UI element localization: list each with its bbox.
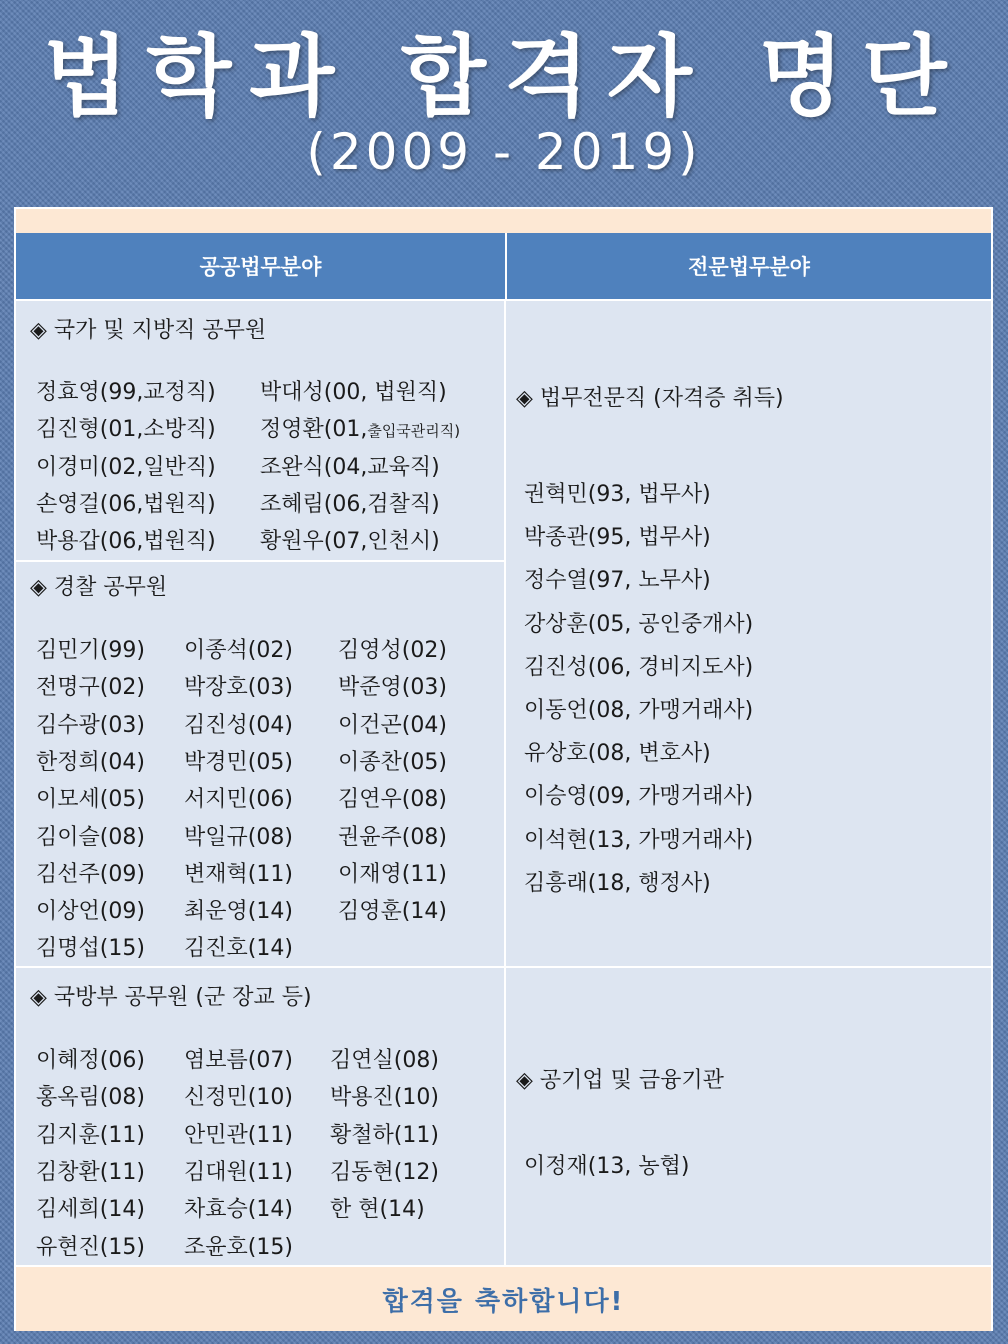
list-item: 전명구(02) [36, 675, 145, 701]
list-item: 황철하(11) [330, 1122, 439, 1148]
list-item: 변재혁(11) [184, 861, 293, 887]
section-title-finance: ◈ 공기업 및 금융기관 [516, 1068, 724, 1093]
list-item: 김동현(12) [330, 1159, 439, 1185]
list-item: 김대원(11) [184, 1159, 293, 1185]
list-item: 안민관(11) [184, 1122, 293, 1148]
list-item: 조혜림(06,검찰직) [260, 492, 440, 517]
list-item: 손영걸(06,법원직) [36, 492, 216, 517]
list-item: 김이슬(08) [36, 824, 145, 850]
year-range: (2009 - 2019) [306, 123, 702, 181]
list-item: 김민기(99) [36, 638, 145, 663]
congratulations-text: 합격을 축하합니다! [382, 1286, 625, 1317]
list-item: 이종찬(05) [338, 749, 447, 775]
list-item: 김영성(02) [338, 638, 447, 663]
list-item: 김흥래(18, 행정사) [524, 870, 711, 896]
list-item: 김진성(04) [184, 712, 293, 738]
section-divider [16, 560, 504, 562]
list-item: 최운영(14) [184, 899, 293, 925]
page-title: 법학과 합격자 명단 [43, 25, 965, 128]
list-item: 김진형(01,소방직) [36, 417, 216, 442]
list-item: 이석현(13, 가맹거래사) [524, 827, 754, 853]
section-title-national: ◈ 국가 및 지방직 공무원 [30, 318, 267, 343]
list-item: 김연실(08) [330, 1048, 439, 1073]
list-item: 신정민(10) [184, 1085, 293, 1111]
list-item: 한정희(04) [36, 749, 145, 775]
list-item: 김지훈(11) [36, 1122, 145, 1148]
top-band [16, 209, 991, 233]
list-item: 이혜정(06) [36, 1048, 145, 1073]
list-item: 박대성(00, 법원직) [260, 380, 447, 405]
header-professional-law: 전문법무분야 [505, 233, 991, 301]
list-item: 이경미(02,일반직) [36, 455, 216, 480]
list-item: 한 현(14) [330, 1197, 425, 1223]
header-public-law: 공공법무분야 [16, 233, 505, 301]
list-item: 박준영(03) [338, 675, 447, 701]
list-item: 김선주(09) [36, 861, 145, 887]
list-item: 김진성(06, 경비지도사) [524, 654, 754, 680]
list-item: 이정재(13, 농협) [524, 1154, 690, 1179]
list-item: 이모세(05) [36, 787, 145, 813]
list-item: 조윤호(15) [184, 1234, 293, 1260]
list-item [260, 412, 460, 443]
list-item: 이동언(08, 가맹거래사) [524, 698, 754, 723]
list-item: 이재영(11) [338, 861, 447, 887]
list-item: 염보름(07) [184, 1048, 293, 1073]
list-item: 유현진(15) [36, 1234, 145, 1260]
section-title-defense: ◈ 국방부 공무원 (군 장교 등) [30, 985, 312, 1010]
list-item: 김수광(03) [36, 712, 145, 738]
list-item: 김창환(11) [36, 1159, 145, 1185]
list-item: 박경민(05) [184, 749, 293, 775]
bottom-band [16, 1265, 991, 1331]
section-title-police: ◈ 경찰 공무원 [30, 575, 168, 600]
list-item-note: 출입국관리직) [367, 422, 461, 440]
list-item: 조완식(04,교육직) [260, 455, 440, 480]
list-item: 황원우(07,인천시) [260, 529, 440, 554]
list-item: 김영훈(14) [338, 899, 447, 925]
list-item: 정수열(97, 노무사) [524, 568, 711, 594]
list-item: 이종석(02) [184, 638, 293, 663]
list-item: 차효승(14) [184, 1197, 293, 1223]
roster-board [14, 207, 993, 1331]
list-item: 권혁민(93, 법무사) [524, 482, 711, 507]
section-divider [16, 966, 991, 968]
list-item: 유상호(08, 변호사) [524, 741, 711, 767]
list-item: 박용갑(06,법원직) [36, 529, 216, 554]
list-item: 김진호(14) [184, 936, 293, 962]
list-item: 홍옥림(08) [36, 1085, 145, 1111]
list-item: 서지민(06) [184, 787, 293, 813]
list-item: 이상언(09) [36, 899, 145, 925]
list-item: 박장호(03) [184, 675, 293, 701]
list-item: 박일규(08) [184, 824, 293, 850]
list-item: 권윤주(08) [338, 824, 447, 850]
list-item: 박종관(95, 법무사) [524, 525, 711, 551]
list-item-text: 정영환(01, [260, 417, 368, 442]
list-item: 박용진(10) [330, 1085, 439, 1111]
list-item: 강상훈(05, 공인중개사) [524, 611, 754, 637]
list-item: 이건곤(04) [338, 712, 447, 738]
column-divider [504, 301, 506, 1265]
list-item: 김연우(08) [338, 787, 447, 813]
list-item: 정효영(99,교정직) [36, 380, 216, 405]
list-item: 김명섭(15) [36, 936, 145, 962]
list-item: 김세희(14) [36, 1197, 145, 1223]
section-title-legal: ◈ 법무전문직 (자격증 취득) [516, 386, 784, 411]
list-item: 이승영(09, 가맹거래사) [524, 784, 754, 810]
